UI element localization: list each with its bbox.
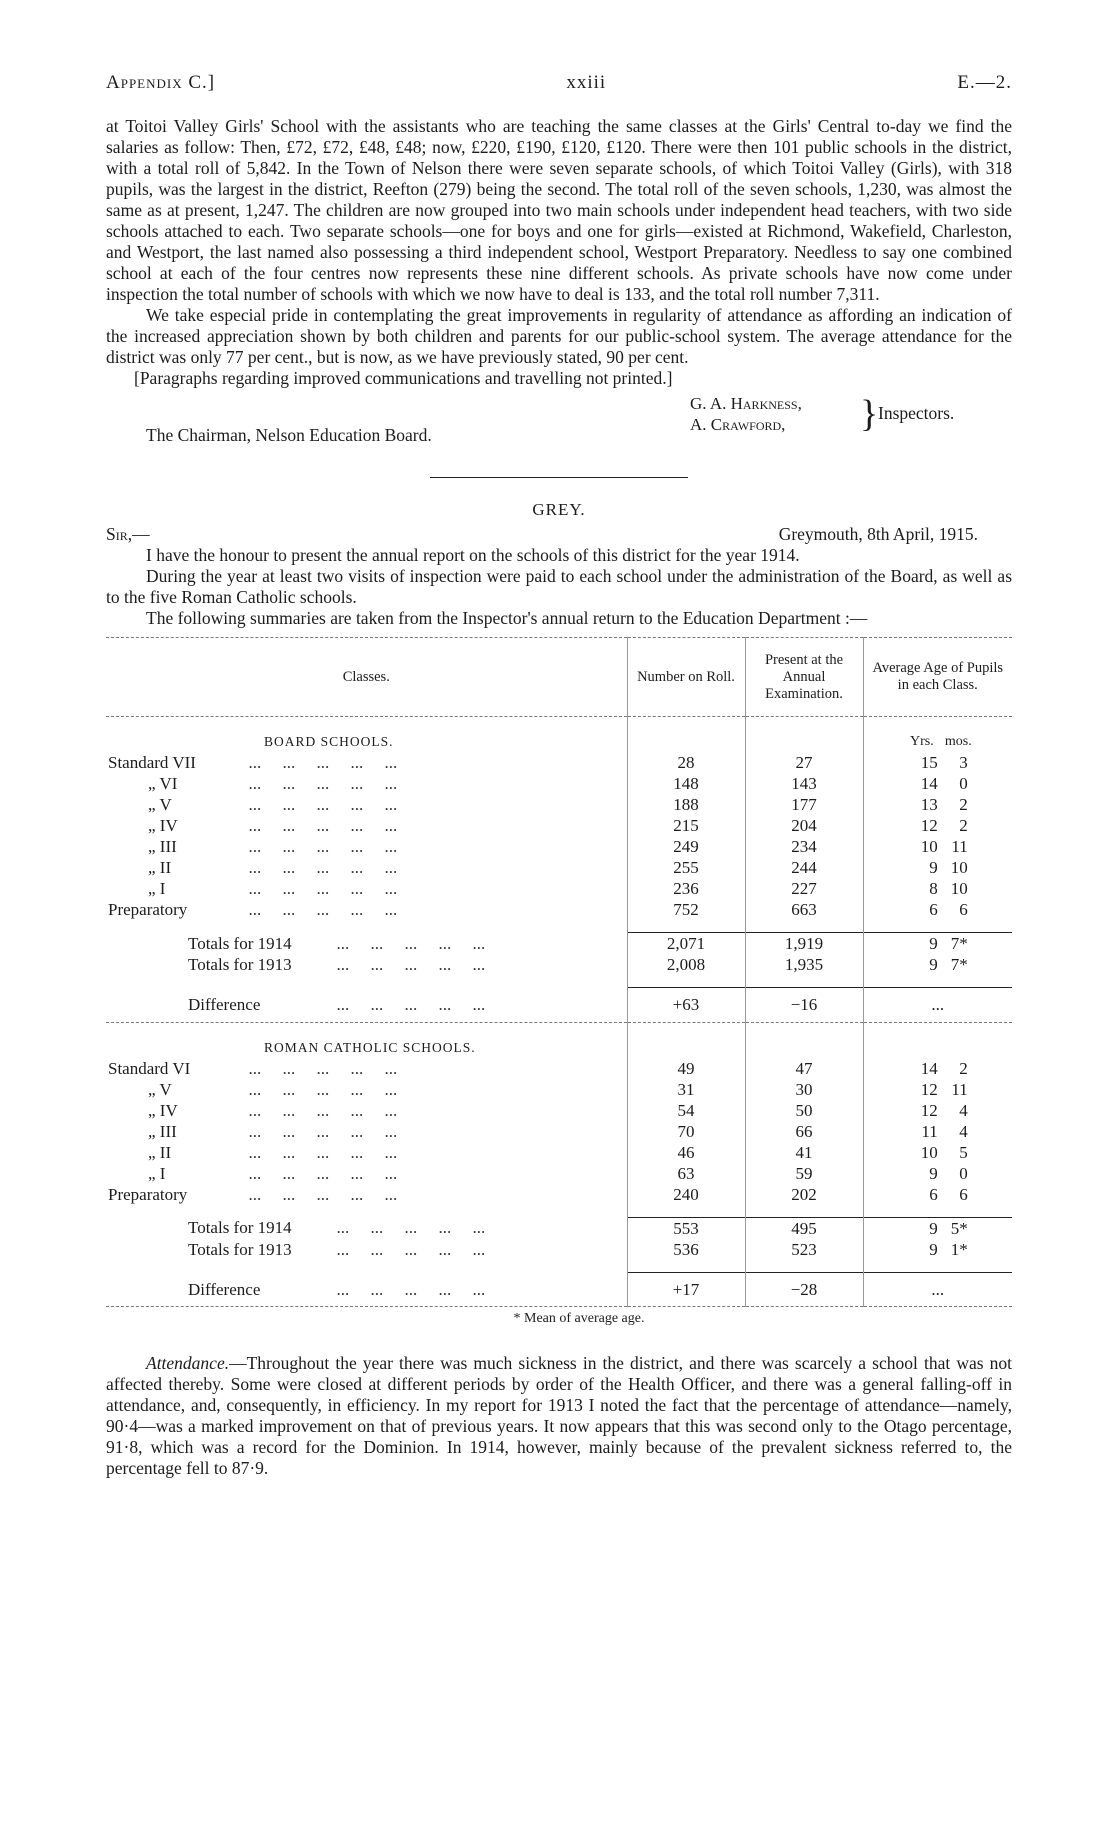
- table-row: [106, 1100, 1012, 1121]
- average-age-cell: [863, 1217, 1012, 1239]
- leader-dots: ... ... ... ... ...: [328, 995, 486, 1014]
- leader-dots: ... ... ... ... ...: [328, 933, 486, 953]
- age-months: 7*: [950, 955, 968, 974]
- table-row: [106, 1184, 1012, 1205]
- empty-cell: [627, 1205, 745, 1218]
- empty-cell: [627, 920, 745, 933]
- table-row: [106, 773, 1012, 794]
- table-row: [106, 752, 1012, 773]
- age-years: 9: [929, 1163, 938, 1183]
- table-footnote: * Mean of average age.: [513, 1311, 645, 1326]
- class-label-cell: [106, 1272, 627, 1307]
- class-label: „ V: [148, 1079, 172, 1099]
- average-age-cell: [863, 899, 1012, 920]
- number-on-roll: 752: [627, 899, 745, 920]
- leader-dots: ... ... ... ... ...: [328, 1239, 486, 1259]
- class-label: Preparatory: [108, 900, 188, 919]
- spacer-row: [106, 975, 1012, 988]
- average-age-cell: [863, 1163, 1012, 1184]
- age-years: 12: [920, 1100, 938, 1120]
- class-label: Standard VII: [108, 753, 196, 772]
- average-age-cell: [863, 836, 1012, 857]
- age-years: 13: [920, 795, 938, 814]
- class-label: „ II: [148, 858, 172, 877]
- age-years: 11: [921, 1121, 938, 1141]
- difference-number: +63: [627, 988, 745, 1023]
- class-label-cell: [106, 1100, 627, 1121]
- empty-cell: [863, 1205, 1012, 1218]
- header-present: Present at the Annual Examination.: [745, 638, 863, 717]
- class-label-cell: [106, 954, 627, 975]
- present-count: 227: [745, 878, 863, 899]
- class-label: Totals for 1914: [188, 1218, 292, 1238]
- class-label-cell: [106, 1079, 627, 1100]
- empty-cell: [627, 717, 745, 753]
- class-label-cell: [106, 773, 627, 794]
- class-label-cell: [106, 1142, 627, 1163]
- table-row: [106, 1163, 1012, 1184]
- age-years: 15: [920, 753, 938, 772]
- difference-number: +17: [627, 1272, 745, 1307]
- class-label: Totals for 1913: [188, 955, 292, 974]
- empty-cell: [106, 1205, 627, 1218]
- age-months: 11: [951, 1079, 968, 1099]
- table-row: [106, 899, 1012, 920]
- totals-row: [106, 954, 1012, 975]
- header-reference: E.—2.: [957, 72, 1012, 93]
- present-count: 202: [745, 1184, 863, 1205]
- class-label-cell: [106, 836, 627, 857]
- totals-row: [106, 933, 1012, 955]
- summary-table: [106, 637, 1012, 1307]
- present-count: 663: [745, 899, 863, 920]
- empty-cell: [106, 975, 627, 988]
- present-count: 234: [745, 836, 863, 857]
- number-on-roll: 28: [627, 752, 745, 773]
- salutation: Sir,—: [106, 524, 150, 544]
- age-months: 0: [959, 774, 968, 793]
- empty-cell: [627, 975, 745, 988]
- empty-cell: [745, 717, 863, 753]
- table-row: [106, 878, 1012, 899]
- spacer-row: [106, 1260, 1012, 1273]
- class-label: „ III: [148, 837, 177, 856]
- present-count: 30: [745, 1079, 863, 1100]
- empty-cell: [863, 1260, 1012, 1273]
- class-label-cell: [106, 1217, 627, 1239]
- difference-age: ...: [863, 988, 1012, 1023]
- empty-cell: [745, 920, 863, 933]
- total-number-on-roll: 2,008: [627, 954, 745, 975]
- total-present: 1,919: [745, 933, 863, 955]
- intro-paragraph-3: [Paragraphs regarding improved communications and travelling not printed.]: [134, 368, 673, 388]
- number-on-roll: 63: [627, 1163, 745, 1184]
- age-years: 14: [920, 1058, 938, 1078]
- class-label: „ III: [148, 1121, 177, 1141]
- total-number-on-roll: 553: [627, 1217, 745, 1239]
- brace-glyph: }: [860, 393, 879, 435]
- empty-cell: [745, 975, 863, 988]
- average-age-cell: [863, 1184, 1012, 1205]
- difference-age: ...: [863, 1272, 1012, 1307]
- spacer-row: [106, 1205, 1012, 1218]
- leader-dots: ... ... ... ... ...: [240, 1142, 398, 1162]
- age-years: 9: [929, 934, 938, 953]
- table-row: [106, 857, 1012, 878]
- class-label: „ I: [148, 879, 166, 898]
- leader-dots: ... ... ... ... ...: [240, 1058, 398, 1078]
- class-label-cell: [106, 1163, 627, 1184]
- age-units-cell: [863, 1022, 1012, 1058]
- age-months: 2: [959, 795, 968, 814]
- board-schools-body: [106, 717, 1012, 1023]
- class-label: „ I: [148, 1163, 166, 1183]
- table-row: [106, 836, 1012, 857]
- table-row: [106, 1079, 1012, 1100]
- signature-block: [106, 393, 1012, 451]
- difference-row: [106, 1272, 1012, 1307]
- attendance-lead: Attendance.: [146, 1353, 230, 1373]
- class-label: „ VI: [148, 774, 178, 793]
- unit-years: Yrs.: [910, 734, 934, 749]
- average-age-cell: [863, 1142, 1012, 1163]
- header-classes: Classes.: [342, 668, 390, 685]
- table-row: [106, 1121, 1012, 1142]
- class-label: Standard VI: [108, 1058, 191, 1078]
- empty-cell: [745, 1205, 863, 1218]
- average-age-cell: [863, 752, 1012, 773]
- header-average-age: Average Age of Pupils in each Class.: [863, 638, 1012, 717]
- present-count: 59: [745, 1163, 863, 1184]
- class-label: Preparatory: [108, 1184, 188, 1204]
- leader-dots: ... ... ... ... ...: [240, 795, 398, 814]
- present-count: 27: [745, 752, 863, 773]
- average-age-cell: [863, 857, 1012, 878]
- leader-dots: ... ... ... ... ...: [240, 753, 398, 772]
- section-heading: ROMAN CATHOLIC SCHOOLS.: [264, 1039, 476, 1055]
- age-months: 11: [951, 837, 968, 856]
- average-age-cell: [863, 1100, 1012, 1121]
- age-years: 10: [920, 837, 938, 856]
- class-label-cell: [106, 752, 627, 773]
- total-present: 1,935: [745, 954, 863, 975]
- class-label-cell: [106, 988, 627, 1023]
- addressee: The Chairman, Nelson Education Board.: [146, 425, 432, 445]
- leader-dots: ... ... ... ... ...: [240, 879, 398, 898]
- average-age-cell: [863, 794, 1012, 815]
- age-months: 2: [959, 1058, 968, 1078]
- average-age-cell: [863, 773, 1012, 794]
- class-label-cell: [106, 1184, 627, 1205]
- total-number-on-roll: 536: [627, 1239, 745, 1260]
- class-label-cell: [106, 1058, 627, 1079]
- dateline: Greymouth, 8th April, 1915.: [778, 524, 978, 544]
- table-header-row: [106, 638, 1012, 717]
- class-label: „ IV: [148, 1100, 178, 1120]
- section-heading-row: [106, 717, 1012, 753]
- number-on-roll: 46: [627, 1142, 745, 1163]
- average-age-cell: [863, 1058, 1012, 1079]
- average-age-cell: [863, 933, 1012, 955]
- age-months: 6: [959, 1184, 968, 1204]
- totals-row: [106, 1239, 1012, 1260]
- header-number-on-roll: Number on Roll.: [627, 638, 745, 717]
- class-label: „ II: [148, 1142, 172, 1162]
- empty-cell: [627, 1260, 745, 1273]
- age-months: 1*: [950, 1239, 968, 1259]
- present-count: 177: [745, 794, 863, 815]
- class-label-cell: [106, 794, 627, 815]
- age-years: 14: [920, 774, 938, 793]
- difference-present: −16: [745, 988, 863, 1023]
- age-months: 6: [959, 900, 968, 919]
- number-on-roll: 49: [627, 1058, 745, 1079]
- age-years: 6: [929, 1184, 938, 1204]
- leader-dots: ... ... ... ... ...: [240, 1184, 398, 1204]
- age-months: 5*: [950, 1218, 968, 1238]
- age-years: 10: [920, 1142, 938, 1162]
- class-label-cell: [106, 1121, 627, 1142]
- number-on-roll: 31: [627, 1079, 745, 1100]
- number-on-roll: 255: [627, 857, 745, 878]
- class-label: Difference: [188, 1279, 261, 1299]
- age-months: 10: [950, 879, 968, 898]
- number-on-roll: 215: [627, 815, 745, 836]
- age-months: 4: [959, 1100, 968, 1120]
- present-count: 66: [745, 1121, 863, 1142]
- age-months: 4: [959, 1121, 968, 1141]
- difference-present: −28: [745, 1272, 863, 1307]
- number-on-roll: 148: [627, 773, 745, 794]
- catholic-schools-body: [106, 1022, 1012, 1307]
- header-page-number: xxiii: [566, 72, 607, 93]
- table-row: [106, 815, 1012, 836]
- intro-paragraph-1: at Toitoi Valley Girls' School with the assistants who are teaching the same classes at the Girls' Central to-day we find the salaries as follow: Then, £72, £72, £48, £48; now, £220, £190, £120, £120. There were then 101 public schools in the district, with a total roll of 5,842. In the Town of Nelson there were seven separate schools, of which Toitoi Valley (Girls), with 318 pupils, was the largest in the district, Reefton (279) being the second. The total roll of the seven schools, 1,230, was almost the same as at present, 1,247. The children are now grouped into two main schools under independent head teachers, with two side schools attached to each. Two separate schools—one for boys and one for girls—existed at Richmond, Wakefield, Charleston, and Westport, the last named also possessing a third independent school, Westport Preparatory. Needless to say one combined school at each of the four centres now represents these nine different schools. As private schools have now come under inspection the total number of schools with which we now have to deal is 133, and the total roll number 7,311.: [106, 116, 1012, 304]
- class-label: „ IV: [148, 816, 178, 835]
- present-count: 47: [745, 1058, 863, 1079]
- leader-dots: ... ... ... ... ...: [328, 955, 486, 974]
- class-label: Totals for 1914: [188, 933, 292, 953]
- totals-row: [106, 1217, 1012, 1239]
- leader-dots: ... ... ... ... ...: [240, 774, 398, 793]
- age-months: 2: [959, 816, 968, 835]
- empty-cell: [627, 1022, 745, 1058]
- number-on-roll: 240: [627, 1184, 745, 1205]
- empty-cell: [745, 1022, 863, 1058]
- age-units-cell: [863, 717, 1012, 753]
- signatory-harkness: G. A. Harkness,: [690, 394, 802, 413]
- document-page: [106, 72, 1012, 1479]
- present-count: 41: [745, 1142, 863, 1163]
- age-years: 12: [920, 1079, 938, 1099]
- age-months: 7*: [950, 934, 968, 953]
- total-present: 495: [745, 1217, 863, 1239]
- age-years: 9: [929, 858, 938, 877]
- leader-dots: ... ... ... ... ...: [240, 1100, 398, 1120]
- leader-dots: ... ... ... ... ...: [240, 816, 398, 835]
- signatory-role: Inspectors.: [878, 403, 955, 423]
- header-appendix: Appendix C.]: [106, 72, 216, 93]
- class-label-cell: [106, 857, 627, 878]
- age-years: 8: [929, 879, 938, 898]
- leader-dots: ... ... ... ... ...: [240, 900, 398, 919]
- age-years: 6: [929, 900, 938, 919]
- class-label-cell: [106, 933, 627, 955]
- empty-cell: [106, 1260, 627, 1273]
- average-age-cell: [863, 954, 1012, 975]
- running-header: [106, 72, 1012, 94]
- unit-months: mos.: [944, 734, 972, 749]
- average-age-cell: [863, 1239, 1012, 1260]
- average-age-cell: [863, 1121, 1012, 1142]
- leader-dots: ... ... ... ... ...: [328, 1218, 486, 1238]
- total-number-on-roll: 2,071: [627, 933, 745, 955]
- leader-dots: ... ... ... ... ...: [240, 837, 398, 856]
- class-label-cell: [106, 815, 627, 836]
- section-divider: [430, 477, 688, 478]
- leader-dots: ... ... ... ... ...: [328, 1279, 486, 1299]
- class-label-cell: [106, 1239, 627, 1260]
- age-months: 0: [959, 1163, 968, 1183]
- age-months: 5: [959, 1142, 968, 1162]
- empty-cell: [745, 1260, 863, 1273]
- age-years: 9: [929, 1239, 938, 1259]
- section-title-grey: GREY.: [532, 500, 586, 519]
- class-label: Totals for 1913: [188, 1239, 292, 1259]
- number-on-roll: 54: [627, 1100, 745, 1121]
- present-count: 50: [745, 1100, 863, 1121]
- signatory-crawford: A. Crawford,: [690, 415, 786, 434]
- class-label: „ V: [148, 795, 172, 814]
- class-label-cell: [106, 899, 627, 920]
- table-row: [106, 794, 1012, 815]
- leader-dots: ... ... ... ... ...: [240, 1163, 398, 1183]
- age-months: 10: [950, 858, 968, 877]
- class-label: Difference: [188, 995, 261, 1014]
- intro-paragraph-2: We take especial pride in contemplating the great improvements in regularity of attendance as affording an indication of the increased appreciation shown by both children and parents for our public-school system. The average attendance for the district was only 77 per cent., but is now, as we have previously stated, 90 per cent.: [106, 305, 1012, 367]
- number-on-roll: 249: [627, 836, 745, 857]
- age-years: 12: [920, 816, 938, 835]
- class-label-cell: [106, 878, 627, 899]
- table-row: [106, 1142, 1012, 1163]
- section-heading: BOARD SCHOOLS.: [264, 734, 394, 749]
- number-on-roll: 70: [627, 1121, 745, 1142]
- empty-cell: [863, 920, 1012, 933]
- age-years: 9: [929, 955, 938, 974]
- present-count: 204: [745, 815, 863, 836]
- average-age-cell: [863, 878, 1012, 899]
- grey-paragraph-2: During the year at least two visits of inspection were paid to each school under the administration of the Board, as well as to the five Roman Catholic schools.: [106, 566, 1012, 607]
- attendance-text: —Throughout the year there was much sickness in the district, and there was scarcely a school that was not affected thereby. Some were closed at different periods by order of the Health Officer, and there was a general falling-off in attendance, and, consequently, in efficiency. In my report for 1913 I noted the fact that the percentage of attendance—namely, 90·4—was a marked improvement on that of previous years. It now appears that this was second only to the Otago percentage, 91·8, which was a record for the Dominion. In 1914, however, mainly because of the prevalent sickness referred to, the percentage fell to 87·9.: [106, 1353, 1012, 1478]
- difference-row: [106, 988, 1012, 1023]
- empty-cell: [863, 975, 1012, 988]
- leader-dots: ... ... ... ... ...: [240, 1079, 398, 1099]
- age-months: 3: [959, 753, 968, 772]
- age-years: 9: [929, 1218, 938, 1238]
- total-present: 523: [745, 1239, 863, 1260]
- section-heading-row: [106, 1022, 1012, 1058]
- grey-paragraph-3: The following summaries are taken from the Inspector's annual return to the Education Department :—: [146, 608, 868, 628]
- spacer-row: [106, 920, 1012, 933]
- leader-dots: ... ... ... ... ...: [240, 1121, 398, 1141]
- present-count: 244: [745, 857, 863, 878]
- number-on-roll: 236: [627, 878, 745, 899]
- salutation-line: [106, 524, 1012, 545]
- number-on-roll: 188: [627, 794, 745, 815]
- leader-dots: ... ... ... ... ...: [240, 858, 398, 877]
- empty-cell: [106, 920, 627, 933]
- present-count: 143: [745, 773, 863, 794]
- average-age-cell: [863, 1079, 1012, 1100]
- average-age-cell: [863, 815, 1012, 836]
- attendance-paragraph: [106, 1353, 1012, 1479]
- table-row: [106, 1058, 1012, 1079]
- grey-paragraph-1: I have the honour to present the annual report on the schools of this district for the year 1914.: [146, 545, 800, 565]
